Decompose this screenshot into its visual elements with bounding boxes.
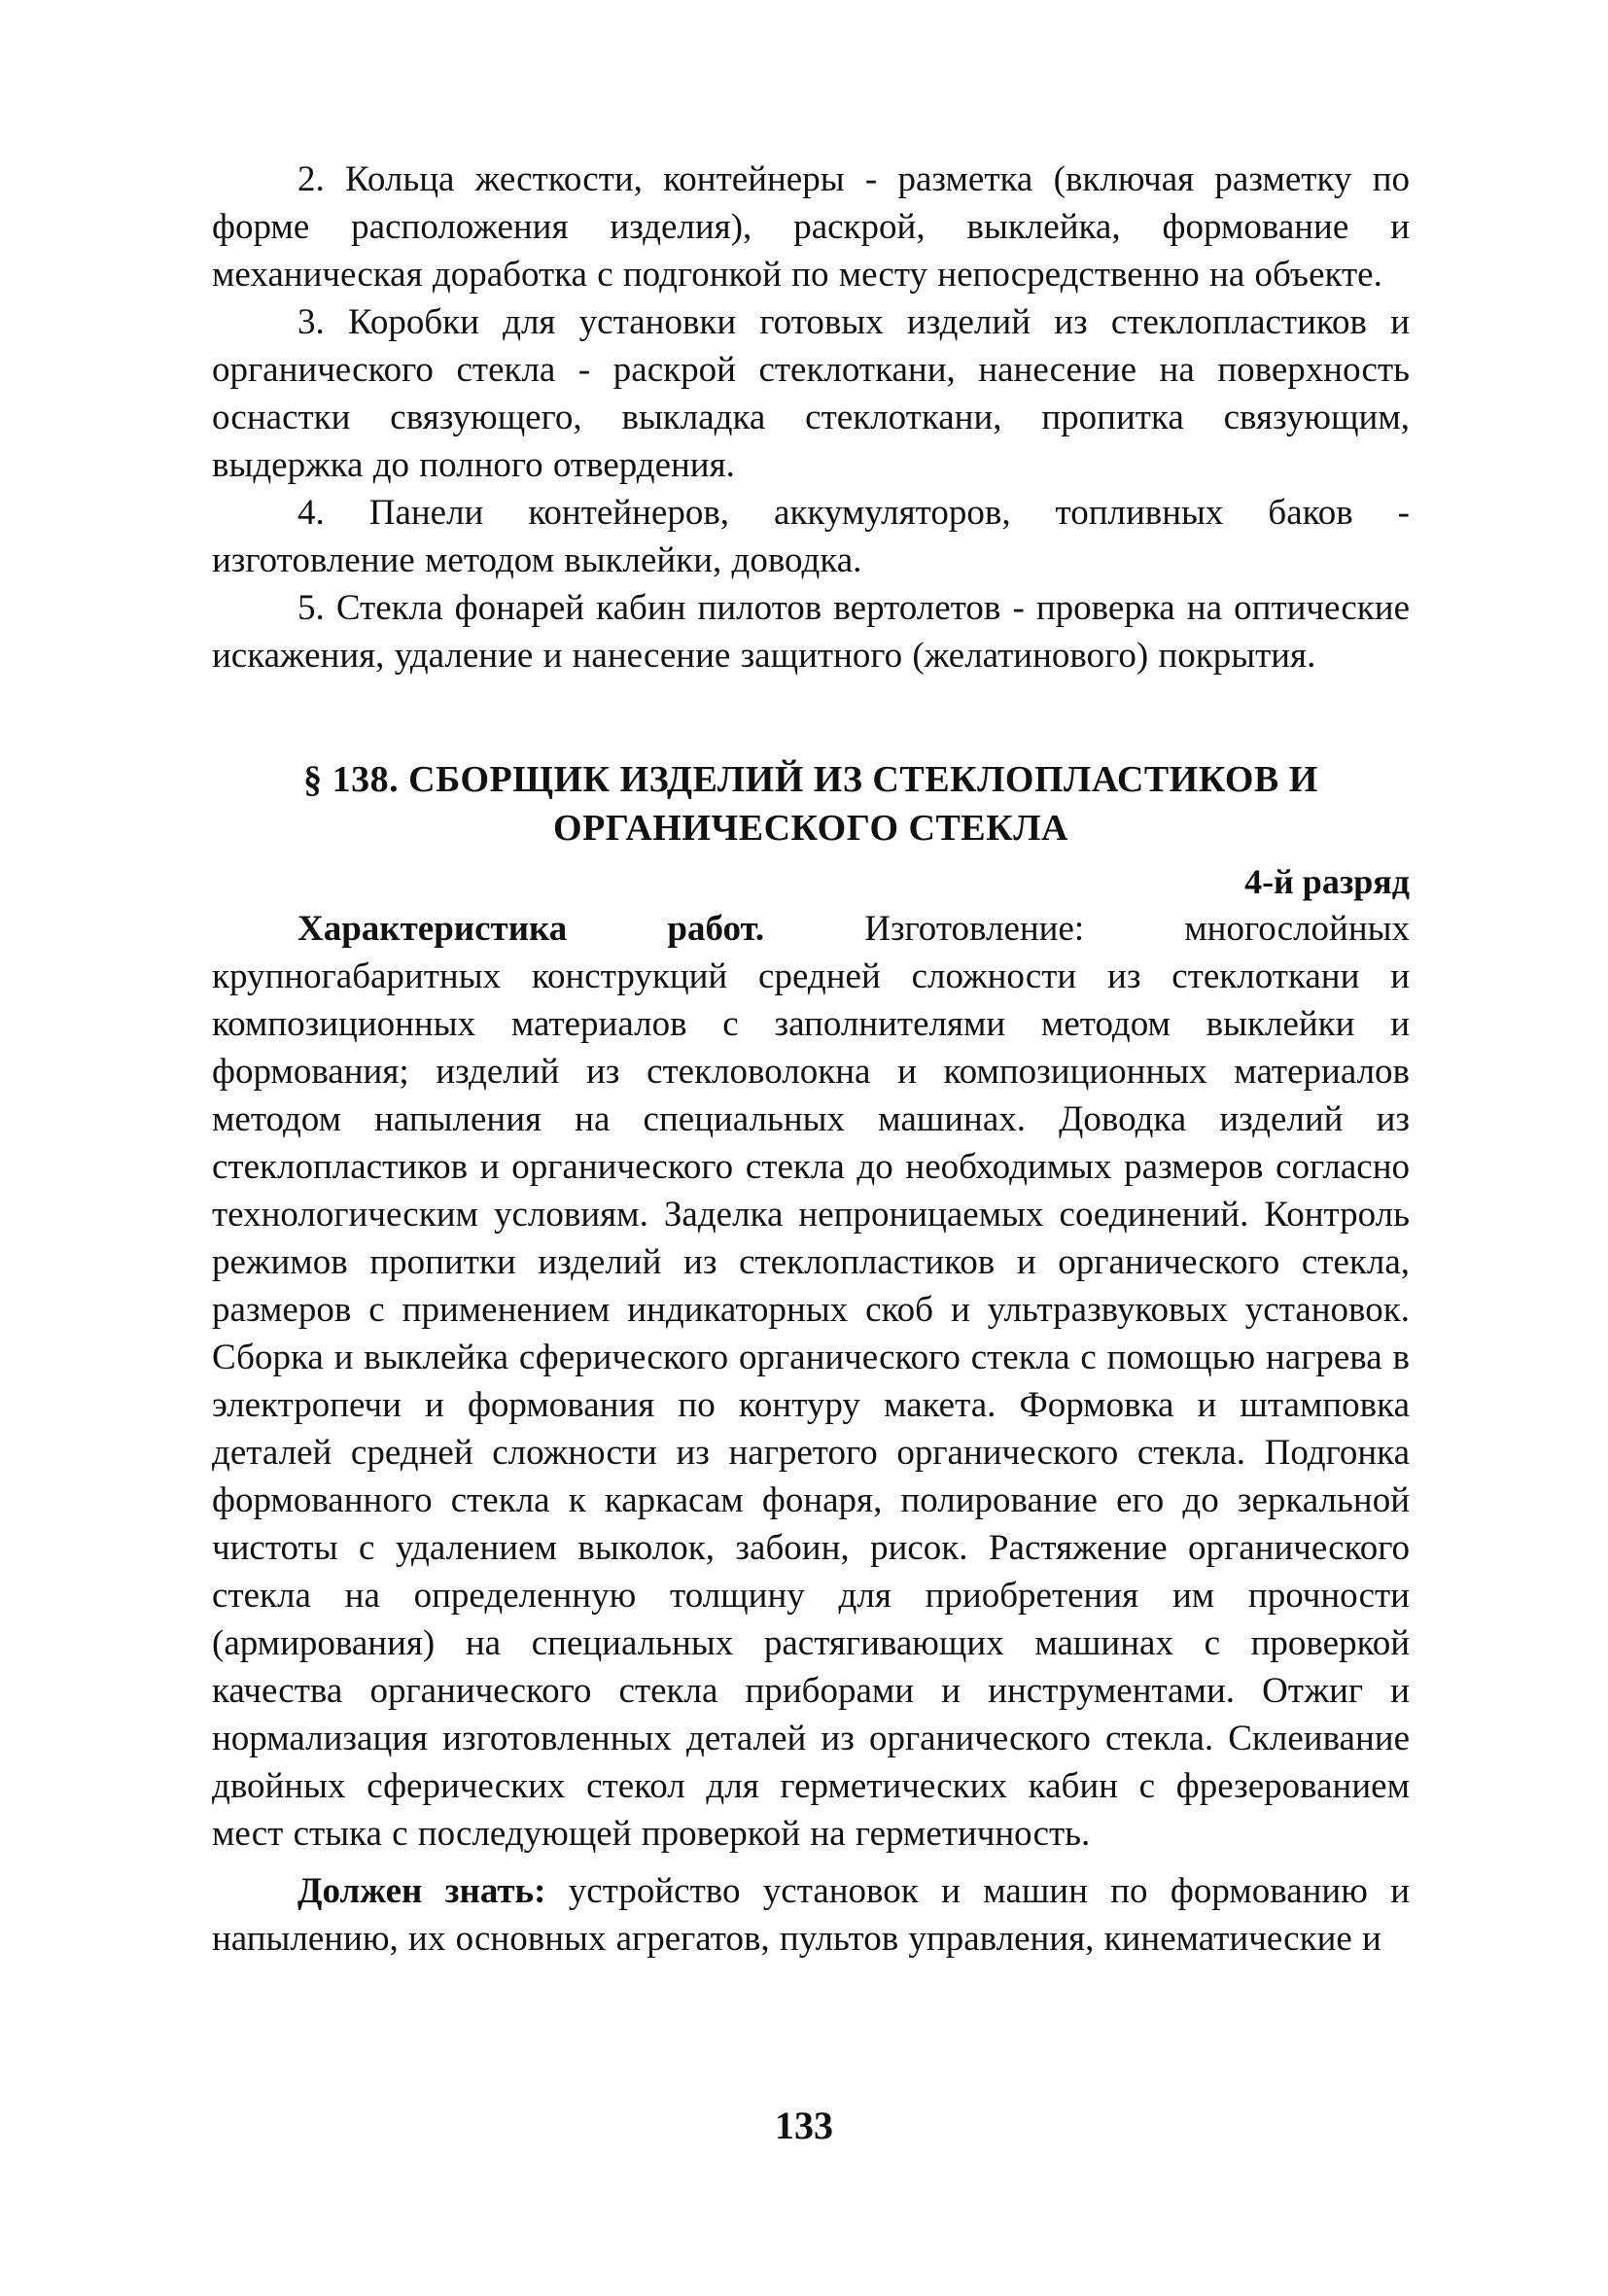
must-know-label: Должен знать:: [297, 1871, 546, 1911]
section-title-line-1: § 138. СБОРЩИК ИЗДЕЛИЙ ИЗ СТЕКЛОПЛАСТИКОВ И: [303, 759, 1318, 800]
section-title-line-2: ОРГАНИЧЕСКОГО СТЕКЛА: [553, 808, 1068, 849]
characteristics-text: Изготовление: многослойных крупногабаритных конструкций средней сложности из стеклоткани и композиционных материалов с заполнителями методом выклейки и формования; изделий из стекловолокна и композиционных материалов методом напыления на специальных машинах. Доводка изделий из стеклопластиков и органического стекла до необходимых размеров согласно технологическим условиям. Заделка непроницаемых соединений. Контроль режимов пропитки изделий из стеклопластиков и органического стекла, размеров с применением индикаторных скоб и ультразвуковых установок. Сборка и выклейка сферического органического стекла с помощью нагрева в электропечи и формования по контуру макета. Формовка и штамповка деталей средней сложности из нагретого органического стекла. Подгонка формованного стекла к каркасам фонаря, полирование его до зеркальной чистоты с удалением выколок, забоин, рисок. Растяжение органического стекла на определенную толщину для приобретения им прочности (армирования) на специальных растягивающих машинах с проверкой качества органического стекла приборами и инструментами. Отжиг и нормализация изготовленных деталей из органического стекла. Склеивание двойных сферических стекол для герметических кабин с фрезерованием мест стыка с последующей проверкой на герметичность.: [212, 909, 1411, 1854]
list-item-2: 2. Кольца жесткости, контейнеры - разметка (включая разметку по форме расположения изделия), раскрой, выклейка, формование и механическая доработка с подгонкой по месту непосредственно на объекте.: [212, 159, 1410, 295]
grade-label: 4-й разряд: [1244, 862, 1410, 901]
page-body: [212, 156, 1410, 1963]
must-know-text: устройство установок и машин по формованию и напылению, их основных агрегатов, пультов управления, кинематические и: [212, 1871, 1411, 1959]
list-item-3: 3. Коробки для установки готовых изделий из стеклопластиков и органического стекла - раскрой стеклоткани, нанесение на поверхность оснастки связующего, выкладка стеклоткани, пропитка связующим, выдержка до полного отвердения.: [212, 302, 1410, 485]
page-number: 133: [775, 2104, 833, 2147]
characteristics-label: Характеристика работ.: [297, 909, 765, 949]
must-know-paragraph: [212, 1867, 1410, 1963]
section-title: [212, 755, 1410, 852]
list-item-5: 5. Стекла фонарей кабин пилотов вертолетов - проверка на оптические искажения, удаление и нанесение защитного (желатинового) покрытия.: [212, 588, 1410, 676]
characteristics-paragraph: [212, 905, 1410, 1858]
list-item-4: 4. Панели контейнеров, аккумуляторов, топливных баков - изготовление методом выклейки, доводка.: [212, 493, 1410, 580]
